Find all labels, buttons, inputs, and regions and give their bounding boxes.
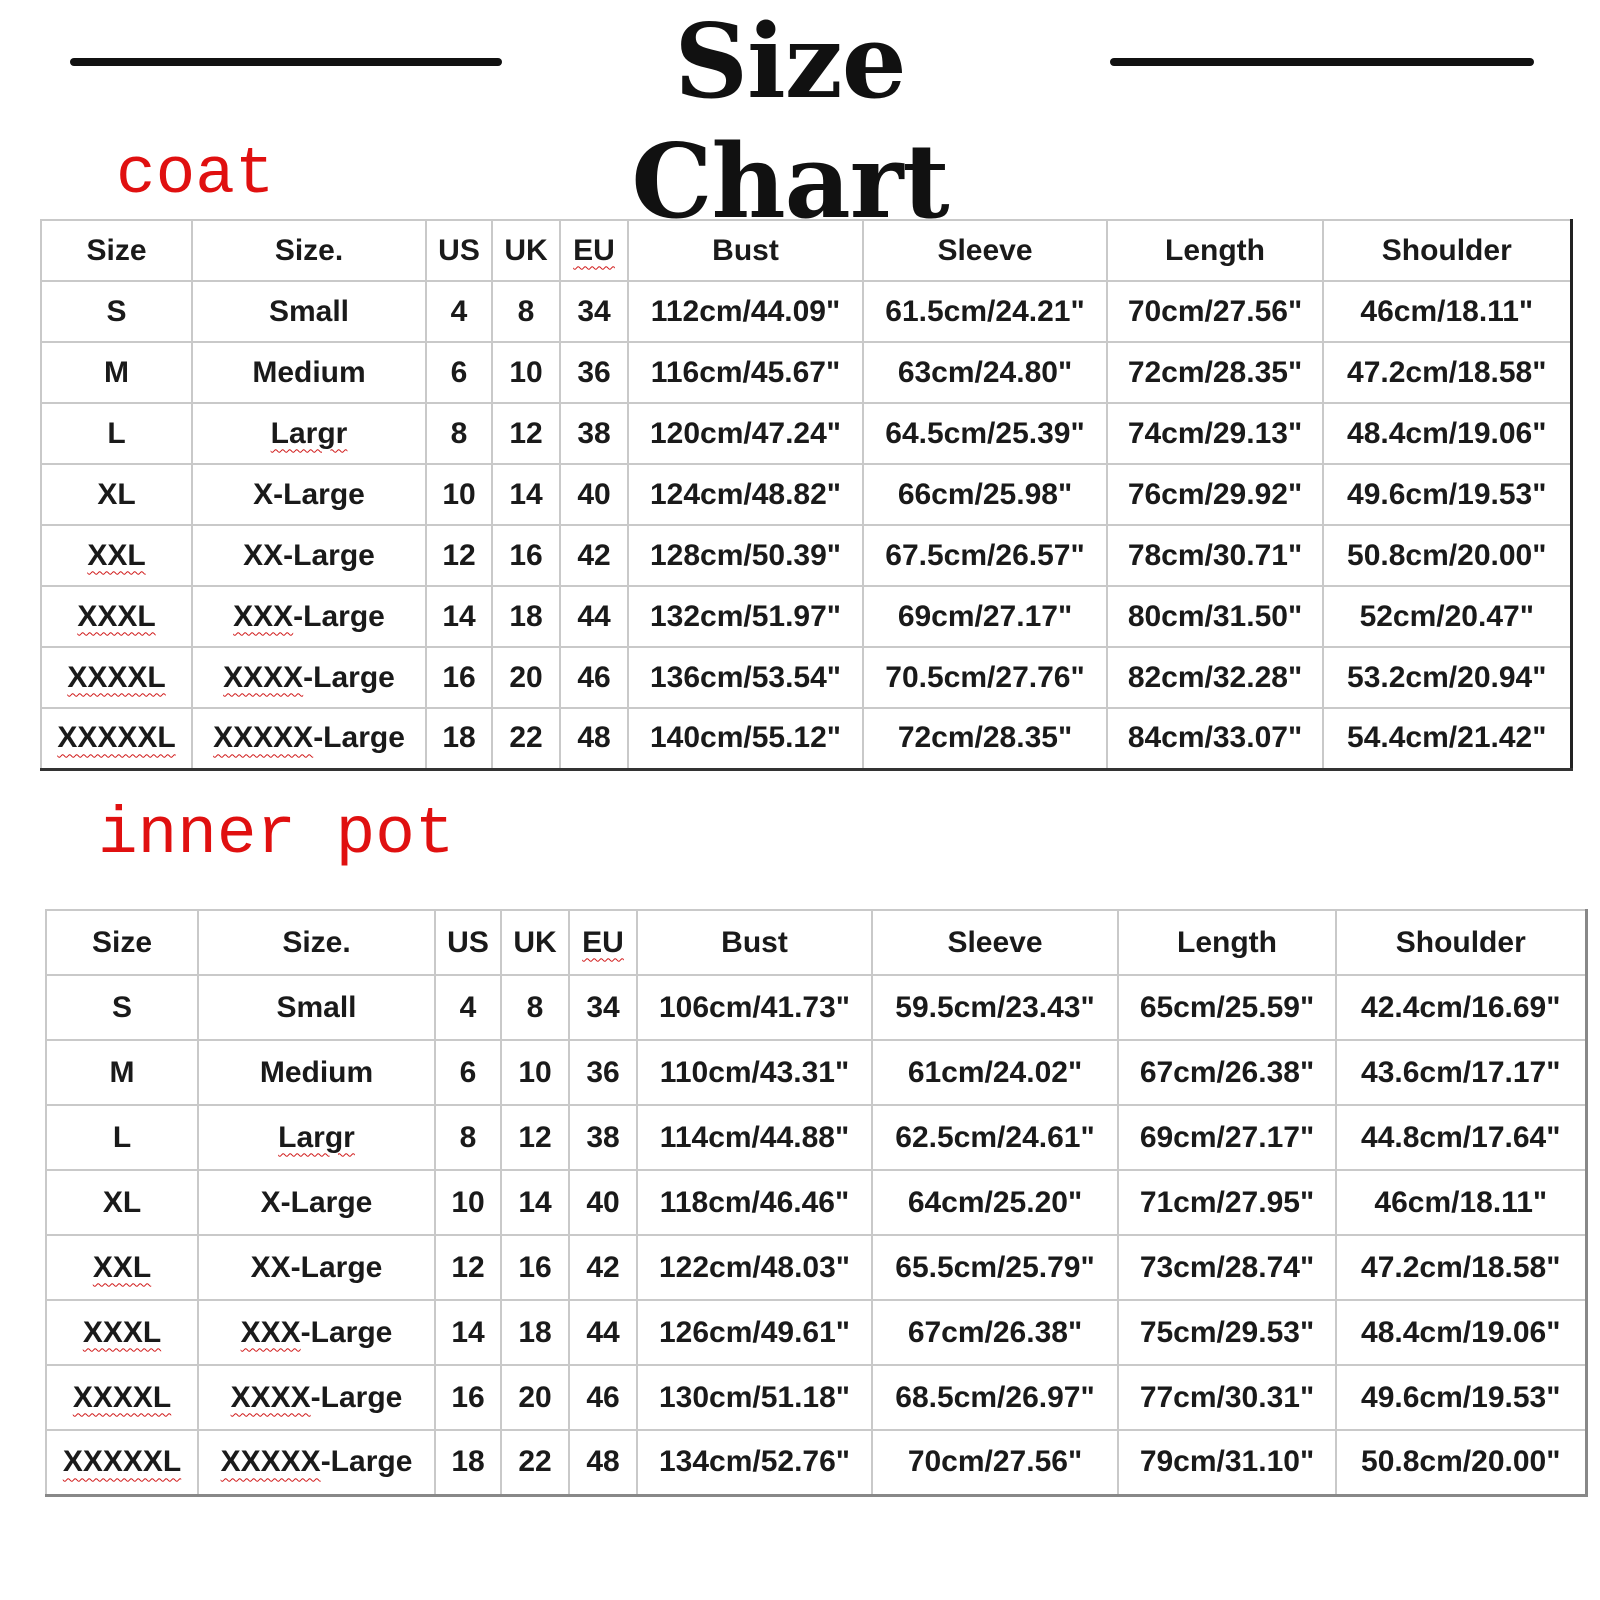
cell-sleeve: 59.5cm/23.43" bbox=[872, 975, 1118, 1040]
cell-eu: 46 bbox=[560, 647, 628, 708]
cell-bust: 126cm/49.61" bbox=[637, 1300, 872, 1365]
cell-size: XXXL bbox=[41, 586, 192, 647]
cell-us: 18 bbox=[435, 1430, 501, 1495]
cell-size-name: Small bbox=[192, 281, 426, 342]
cell-size: XXXXXL bbox=[41, 708, 192, 769]
cell-size: S bbox=[41, 281, 192, 342]
title-rule-right bbox=[1110, 58, 1534, 66]
cell-us: 6 bbox=[426, 342, 492, 403]
cell-size-name: X-Large bbox=[192, 464, 426, 525]
cell-sleeve: 61cm/24.02" bbox=[872, 1040, 1118, 1105]
table-row bbox=[46, 1040, 1586, 1105]
cell-eu: 46 bbox=[569, 1365, 637, 1430]
cell-shoulder: 42.4cm/16.69" bbox=[1336, 975, 1586, 1040]
cell-uk: 12 bbox=[492, 403, 560, 464]
cell-uk: 16 bbox=[492, 525, 560, 586]
cell-size: S bbox=[46, 975, 198, 1040]
cell-length: 72cm/28.35" bbox=[1107, 342, 1323, 403]
cell-uk: 20 bbox=[492, 647, 560, 708]
cell-us: 8 bbox=[426, 403, 492, 464]
cell-sleeve: 64.5cm/25.39" bbox=[863, 403, 1107, 464]
cell-us: 16 bbox=[435, 1365, 501, 1430]
header-uk: UK bbox=[501, 910, 569, 975]
cell-length: 70cm/27.56" bbox=[1107, 281, 1323, 342]
cell-shoulder: 48.4cm/19.06" bbox=[1336, 1300, 1586, 1365]
cell-eu: 36 bbox=[560, 342, 628, 403]
cell-size: XL bbox=[46, 1170, 198, 1235]
cell-eu: 44 bbox=[560, 586, 628, 647]
cell-us: 18 bbox=[426, 708, 492, 769]
table-row bbox=[41, 586, 1571, 647]
cell-eu: 36 bbox=[569, 1040, 637, 1105]
cell-size-name: Medium bbox=[198, 1040, 435, 1105]
coat-section-title: coat bbox=[116, 137, 275, 212]
cell-size: M bbox=[46, 1040, 198, 1105]
table-row bbox=[46, 1300, 1586, 1365]
table-row bbox=[46, 975, 1586, 1040]
title-rule-left bbox=[70, 58, 502, 66]
header-shoulder: Shoulder bbox=[1336, 910, 1586, 975]
cell-shoulder: 49.6cm/19.53" bbox=[1323, 464, 1571, 525]
cell-shoulder: 46cm/18.11" bbox=[1323, 281, 1571, 342]
header-bust: Bust bbox=[637, 910, 872, 975]
cell-size-name: XX-Large bbox=[198, 1235, 435, 1300]
table-header-row bbox=[46, 910, 1586, 975]
inner-section-title: inner pot bbox=[98, 797, 455, 872]
cell-length: 77cm/30.31" bbox=[1118, 1365, 1336, 1430]
table-row bbox=[41, 281, 1571, 342]
cell-eu: 38 bbox=[569, 1105, 637, 1170]
table-row bbox=[41, 647, 1571, 708]
cell-uk: 16 bbox=[501, 1235, 569, 1300]
cell-length: 69cm/27.17" bbox=[1118, 1105, 1336, 1170]
cell-bust: 118cm/46.46" bbox=[637, 1170, 872, 1235]
table-row bbox=[41, 342, 1571, 403]
cell-us: 6 bbox=[435, 1040, 501, 1105]
cell-us: 10 bbox=[435, 1170, 501, 1235]
header-size-name: Size. bbox=[192, 220, 426, 281]
header-shoulder: Shoulder bbox=[1323, 220, 1571, 281]
cell-sleeve: 67cm/26.38" bbox=[872, 1300, 1118, 1365]
cell-bust: 112cm/44.09" bbox=[628, 281, 863, 342]
coat-size-table bbox=[40, 219, 1573, 771]
cell-shoulder: 52cm/20.47" bbox=[1323, 586, 1571, 647]
cell-sleeve: 72cm/28.35" bbox=[863, 708, 1107, 769]
cell-size: XXXXL bbox=[46, 1365, 198, 1430]
cell-bust: 106cm/41.73" bbox=[637, 975, 872, 1040]
table-header-row bbox=[41, 220, 1571, 281]
cell-eu: 48 bbox=[560, 708, 628, 769]
cell-us: 4 bbox=[426, 281, 492, 342]
cell-sleeve: 64cm/25.20" bbox=[872, 1170, 1118, 1235]
cell-size: M bbox=[41, 342, 192, 403]
cell-shoulder: 44.8cm/17.64" bbox=[1336, 1105, 1586, 1170]
cell-length: 82cm/32.28" bbox=[1107, 647, 1323, 708]
cell-bust: 114cm/44.88" bbox=[637, 1105, 872, 1170]
cell-eu: 44 bbox=[569, 1300, 637, 1365]
cell-shoulder: 46cm/18.11" bbox=[1336, 1170, 1586, 1235]
header-size: Size bbox=[46, 910, 198, 975]
header-sleeve: Sleeve bbox=[863, 220, 1107, 281]
cell-eu: 40 bbox=[569, 1170, 637, 1235]
cell-uk: 8 bbox=[501, 975, 569, 1040]
cell-size: XXXL bbox=[46, 1300, 198, 1365]
cell-size-name: XXXX-Large bbox=[198, 1365, 435, 1430]
cell-length: 67cm/26.38" bbox=[1118, 1040, 1336, 1105]
cell-shoulder: 43.6cm/17.17" bbox=[1336, 1040, 1586, 1105]
cell-eu: 42 bbox=[569, 1235, 637, 1300]
cell-shoulder: 49.6cm/19.53" bbox=[1336, 1365, 1586, 1430]
cell-uk: 18 bbox=[501, 1300, 569, 1365]
cell-size-name: XXX-Large bbox=[198, 1300, 435, 1365]
cell-size: XXXXXL bbox=[46, 1430, 198, 1495]
cell-us: 12 bbox=[435, 1235, 501, 1300]
cell-uk: 22 bbox=[492, 708, 560, 769]
cell-bust: 128cm/50.39" bbox=[628, 525, 863, 586]
header-uk: UK bbox=[492, 220, 560, 281]
cell-uk: 14 bbox=[501, 1170, 569, 1235]
cell-sleeve: 63cm/24.80" bbox=[863, 342, 1107, 403]
cell-us: 12 bbox=[426, 525, 492, 586]
cell-us: 8 bbox=[435, 1105, 501, 1170]
cell-size: L bbox=[46, 1105, 198, 1170]
table-row bbox=[46, 1235, 1586, 1300]
cell-bust: 124cm/48.82" bbox=[628, 464, 863, 525]
header-bust: Bust bbox=[628, 220, 863, 281]
cell-length: 80cm/31.50" bbox=[1107, 586, 1323, 647]
page-title: Size Chart bbox=[631, 2, 949, 242]
cell-size-name: X-Large bbox=[198, 1170, 435, 1235]
cell-shoulder: 48.4cm/19.06" bbox=[1323, 403, 1571, 464]
table-row bbox=[46, 1105, 1586, 1170]
table-row bbox=[41, 464, 1571, 525]
header-eu: EU bbox=[569, 910, 637, 975]
cell-sleeve: 68.5cm/26.97" bbox=[872, 1365, 1118, 1430]
cell-sleeve: 67.5cm/26.57" bbox=[863, 525, 1107, 586]
header-sleeve: Sleeve bbox=[872, 910, 1118, 975]
cell-sleeve: 61.5cm/24.21" bbox=[863, 281, 1107, 342]
cell-us: 14 bbox=[435, 1300, 501, 1365]
header-eu: EU bbox=[560, 220, 628, 281]
cell-size: XL bbox=[41, 464, 192, 525]
cell-bust: 136cm/53.54" bbox=[628, 647, 863, 708]
cell-sleeve: 70.5cm/27.76" bbox=[863, 647, 1107, 708]
cell-size-name: XXX-Large bbox=[192, 586, 426, 647]
cell-shoulder: 54.4cm/21.42" bbox=[1323, 708, 1571, 769]
cell-bust: 116cm/45.67" bbox=[628, 342, 863, 403]
table-row bbox=[41, 708, 1571, 769]
cell-length: 76cm/29.92" bbox=[1107, 464, 1323, 525]
cell-size-name: Largr bbox=[198, 1105, 435, 1170]
table-row bbox=[41, 525, 1571, 586]
table-row bbox=[41, 403, 1571, 464]
cell-bust: 122cm/48.03" bbox=[637, 1235, 872, 1300]
cell-length: 71cm/27.95" bbox=[1118, 1170, 1336, 1235]
header-size: Size bbox=[41, 220, 192, 281]
cell-uk: 20 bbox=[501, 1365, 569, 1430]
header-length: Length bbox=[1118, 910, 1336, 975]
cell-eu: 40 bbox=[560, 464, 628, 525]
cell-uk: 12 bbox=[501, 1105, 569, 1170]
cell-sleeve: 70cm/27.56" bbox=[872, 1430, 1118, 1495]
cell-eu: 34 bbox=[560, 281, 628, 342]
cell-size: XXL bbox=[46, 1235, 198, 1300]
cell-shoulder: 50.8cm/20.00" bbox=[1336, 1430, 1586, 1495]
cell-eu: 42 bbox=[560, 525, 628, 586]
cell-size-name: Medium bbox=[192, 342, 426, 403]
header-us: US bbox=[426, 220, 492, 281]
cell-length: 65cm/25.59" bbox=[1118, 975, 1336, 1040]
cell-length: 79cm/31.10" bbox=[1118, 1430, 1336, 1495]
cell-bust: 140cm/55.12" bbox=[628, 708, 863, 769]
cell-length: 84cm/33.07" bbox=[1107, 708, 1323, 769]
cell-shoulder: 47.2cm/18.58" bbox=[1336, 1235, 1586, 1300]
cell-bust: 134cm/52.76" bbox=[637, 1430, 872, 1495]
cell-shoulder: 50.8cm/20.00" bbox=[1323, 525, 1571, 586]
cell-uk: 14 bbox=[492, 464, 560, 525]
cell-size-name: Small bbox=[198, 975, 435, 1040]
table-row bbox=[46, 1430, 1586, 1495]
cell-eu: 38 bbox=[560, 403, 628, 464]
cell-uk: 10 bbox=[501, 1040, 569, 1105]
cell-us: 16 bbox=[426, 647, 492, 708]
cell-size-name: Largr bbox=[192, 403, 426, 464]
cell-size: XXXXL bbox=[41, 647, 192, 708]
cell-length: 75cm/29.53" bbox=[1118, 1300, 1336, 1365]
header-us: US bbox=[435, 910, 501, 975]
header-size-name: Size. bbox=[198, 910, 435, 975]
cell-bust: 110cm/43.31" bbox=[637, 1040, 872, 1105]
cell-length: 74cm/29.13" bbox=[1107, 403, 1323, 464]
cell-us: 14 bbox=[426, 586, 492, 647]
cell-shoulder: 47.2cm/18.58" bbox=[1323, 342, 1571, 403]
cell-size-name: XX-Large bbox=[192, 525, 426, 586]
cell-length: 78cm/30.71" bbox=[1107, 525, 1323, 586]
cell-sleeve: 69cm/27.17" bbox=[863, 586, 1107, 647]
cell-uk: 8 bbox=[492, 281, 560, 342]
cell-sleeve: 66cm/25.98" bbox=[863, 464, 1107, 525]
table-row bbox=[46, 1365, 1586, 1430]
cell-size-name: XXXX-Large bbox=[192, 647, 426, 708]
cell-uk: 22 bbox=[501, 1430, 569, 1495]
cell-us: 10 bbox=[426, 464, 492, 525]
cell-eu: 34 bbox=[569, 975, 637, 1040]
inner-size-table bbox=[45, 909, 1588, 1497]
header-length: Length bbox=[1107, 220, 1323, 281]
cell-sleeve: 62.5cm/24.61" bbox=[872, 1105, 1118, 1170]
cell-us: 4 bbox=[435, 975, 501, 1040]
cell-size-name: XXXXX-Large bbox=[192, 708, 426, 769]
cell-bust: 120cm/47.24" bbox=[628, 403, 863, 464]
table-row bbox=[46, 1170, 1586, 1235]
cell-bust: 132cm/51.97" bbox=[628, 586, 863, 647]
cell-sleeve: 65.5cm/25.79" bbox=[872, 1235, 1118, 1300]
cell-uk: 18 bbox=[492, 586, 560, 647]
cell-size: XXL bbox=[41, 525, 192, 586]
cell-size: L bbox=[41, 403, 192, 464]
cell-shoulder: 53.2cm/20.94" bbox=[1323, 647, 1571, 708]
cell-bust: 130cm/51.18" bbox=[637, 1365, 872, 1430]
cell-uk: 10 bbox=[492, 342, 560, 403]
cell-size-name: XXXXX-Large bbox=[198, 1430, 435, 1495]
cell-eu: 48 bbox=[569, 1430, 637, 1495]
cell-length: 73cm/28.74" bbox=[1118, 1235, 1336, 1300]
